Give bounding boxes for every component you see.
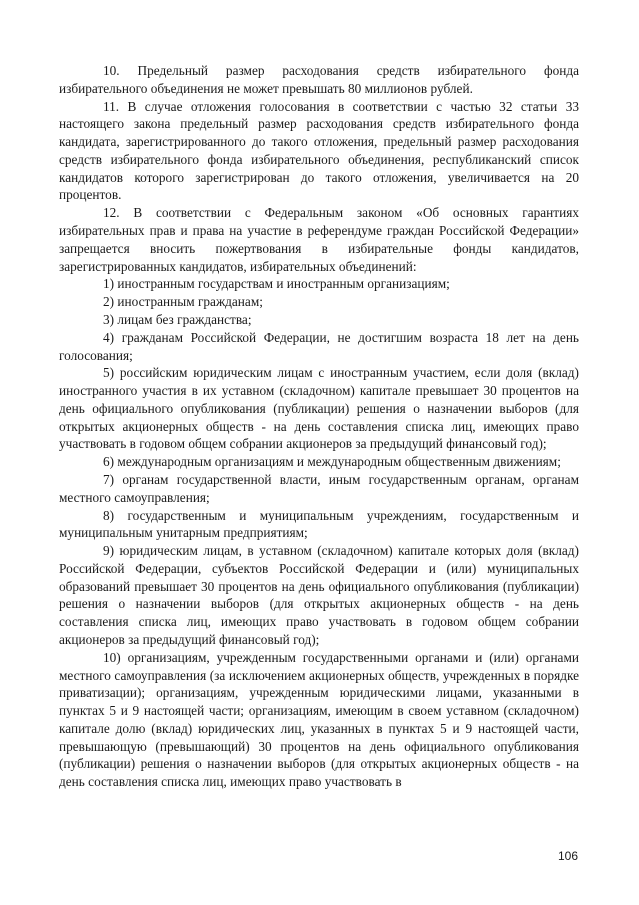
list-item-6: 6) международным организациям и международным общественным движениям; xyxy=(103,454,561,470)
list-item-2: 2) иностранным гражданам; xyxy=(103,294,263,310)
page-number: 106 xyxy=(558,849,579,863)
list-item-5: 5) российским юридическим лицам с иностранным участием, если доля (вклад) иностранного участия в их уставном (складочном) капитале превышает 30 процентов на день официального опубликования (публикации) решения о назначении выборов (для открытых акционерных обществ - на день составления списка лиц, имеющих право участвовать в годовом общем собрании акционеров за предыдущий финансовый год); xyxy=(59,365,579,452)
paragraph-12: 12. В соответствии с Федеральным законом «Об основных гарантиях избирательных прав и права на участие в референдуме граждан Российской Федерации» запрещается вносить пожертвования в избирательные фонды кандидатов, зарегистрированных кандидатов, избирательных объединений: xyxy=(59,205,579,274)
paragraph-11: 11. В случае отложения голосования в соответствии с частью 32 статьи 33 настоящего закона предельный размер расходования средств избирательного фонда кандидата, зарегистрированного до такого отложения, предельный размер расходования средств избирательного фонда избирательного объединения, республиканский список кандидатов которого зарегистрирован до такого отложения, увеличивается на 20 процентов. xyxy=(59,98,579,203)
list-item-1: 1) иностранным государствам и иностранным организациям; xyxy=(103,276,450,292)
list-item-9: 9) юридическим лицам, в уставном (складочном) капитале которых доля (вклад) Российской Федерации, субъектов Российской Федерации и (или) муниципальных образований превышает 30 процентов на день официального опубликования (публикации) решения о назначении выборов (для открытых акционерных обществ - на день составления списка лиц, имеющих право участвовать в годовом общем собрании акционеров за предыдущий финансовый год); xyxy=(59,543,579,647)
paragraph-10: 10. Предельный размер расходования средств избирательного фонда избирательного объединения не может превышать 80 миллионов рублей. xyxy=(59,63,579,96)
list-item-10: 10) организациям, учрежденным государственными органами и (или) органами местного самоуправления (за исключением акционерных обществ, учрежденных в порядке приватизации); организациям, учрежденным юридическими лицами, указанными в пунктах 5 и 9 настоящей части; организациям, имеющим в своем уставном (складочном) капитале долю (вклад) юридических лиц, указанных в пунктах 5 и 9 настоящей части, превышающую (превышающий) 30 процентов на день официального опубликования (публикации) решения о назначении выборов (для открытых акционерных обществ - на день составления списка лиц, имеющих право участвовать в xyxy=(59,649,579,790)
list-item-4: 4) гражданам Российской Федерации, не достигшим возраста 18 лет на день голосования; xyxy=(59,329,579,363)
list-item-7: 7) органам государственной власти, иным государственным органам, органам местного самоуправления; xyxy=(59,471,579,505)
page-body xyxy=(59,62,579,791)
list-item-3: 3) лицам без гражданства; xyxy=(103,311,252,327)
list-item-8: 8) государственным и муниципальным учреждениям, государственным и муниципальным унитарным предприятиям; xyxy=(59,507,579,541)
